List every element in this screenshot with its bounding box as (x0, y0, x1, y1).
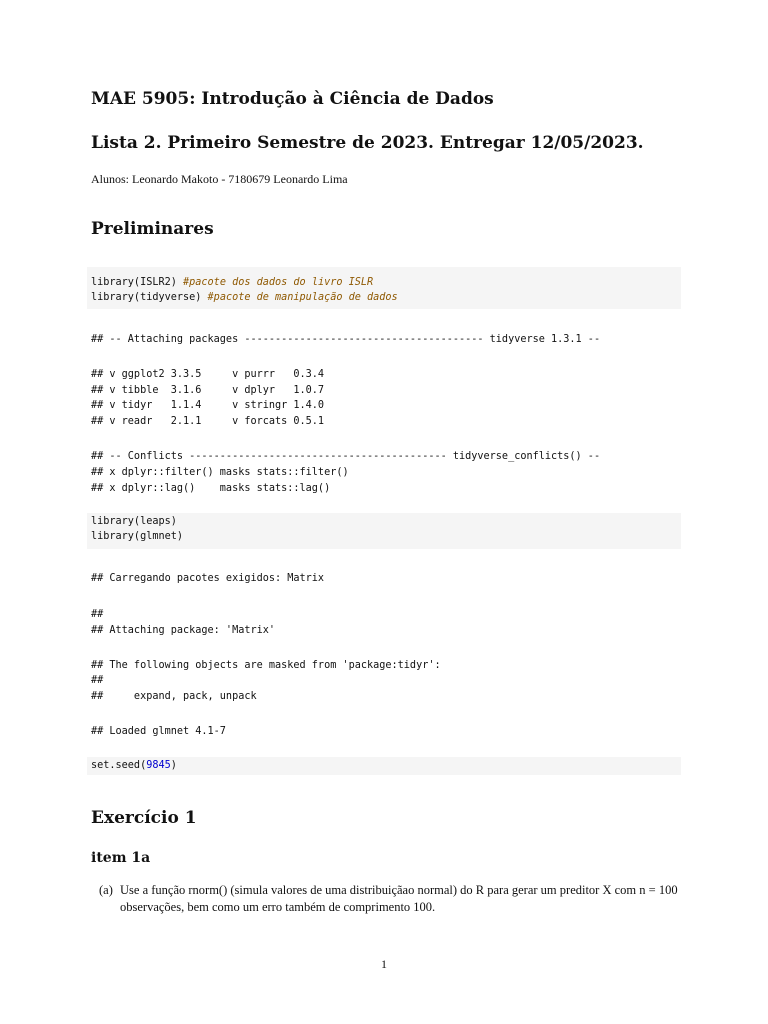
code-line (91, 275, 373, 291)
code-number: 9845 (146, 760, 171, 771)
code-text: library(ISLR2) (91, 277, 184, 288)
output-line: ## v tibble 3.1.6 v dplyr 1.0.7 (91, 385, 325, 396)
section-item-1a: item 1a (91, 850, 151, 866)
item-label: (a) (99, 883, 113, 897)
document-subtitle: Lista 2. Primeiro Semestre de 2023. Entregar 12/05/2023. (91, 133, 644, 153)
code-text: set.seed( (91, 760, 147, 771)
output-line: ## Loaded glmnet 4.1-7 (91, 726, 226, 737)
output-line: ## Attaching package: 'Matrix' (91, 625, 276, 636)
page-number: 1 (381, 957, 387, 971)
output-line: ## x dplyr::lag() masks stats::lag() (91, 483, 331, 494)
output-line: ## The following objects are masked from 'package:tidyr': (91, 660, 441, 671)
document-title: MAE 5905: Introdução à Ciência de Dados (91, 89, 494, 109)
output-line: ## (91, 675, 104, 686)
code-block-leaps-glmnet (87, 513, 681, 549)
code-text: library(tidyverse) (91, 292, 208, 303)
output-line: ## -- Attaching packages --------------------------------------- tidyverse 1.3.1 -- (91, 334, 601, 345)
code-line (91, 290, 398, 306)
output-line: ## x dplyr::filter() masks stats::filter() (91, 467, 349, 478)
code-line: library(leaps) (91, 516, 177, 527)
code-line (91, 758, 177, 774)
code-comment: #pacote de manipulação de dados (207, 292, 398, 303)
output-line: ## -- Conflicts ------------------------------------------ tidyverse_conflicts() -- (91, 451, 601, 462)
item-text: Use a função rnorm() (simula valores de uma distribuiçãao normal) do R para gerar um preditor X com n = 100 observações, bem como um erro também de comprimento 100. (120, 883, 678, 914)
authors-line: Alunos: Leonardo Makoto - 7180679 Leonardo Lima (91, 172, 348, 186)
output-line: ## Carregando pacotes exigidos: Matrix (91, 573, 325, 584)
output-line: ## (91, 609, 104, 620)
output-line: ## expand, pack, unpack (91, 691, 257, 702)
code-block-set-seed (87, 757, 681, 775)
code-text: ) (170, 760, 177, 771)
section-preliminares: Preliminares (91, 219, 214, 239)
code-line: library(glmnet) (91, 531, 184, 542)
output-line: ## v ggplot2 3.3.5 v purrr 0.3.4 (91, 369, 325, 380)
code-block-libraries (87, 267, 681, 309)
section-exercicio-1: Exercício 1 (91, 808, 197, 828)
code-comment: #pacote dos dados do livro ISLR (183, 277, 374, 288)
output-line: ## v tidyr 1.1.4 v stringr 1.4.0 (91, 400, 325, 411)
output-line: ## v readr 2.1.1 v forcats 0.5.1 (91, 416, 325, 427)
